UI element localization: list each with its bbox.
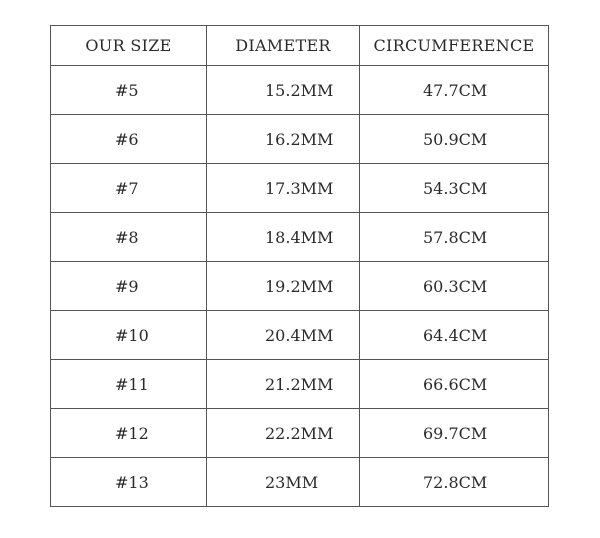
diameter-cell: 23MM (207, 458, 360, 507)
table-body (51, 66, 549, 507)
table-row (51, 311, 549, 360)
table-header (51, 26, 549, 66)
header-our-size: OUR SIZE (51, 26, 207, 66)
size-cell: #6 (51, 115, 207, 164)
diameter-cell: 19.2MM (207, 262, 360, 311)
table-row (51, 115, 549, 164)
size-cell: #13 (51, 458, 207, 507)
table-row (51, 213, 549, 262)
table-row (51, 360, 549, 409)
header-row (51, 26, 549, 66)
table-row (51, 458, 549, 507)
circumference-cell: 50.9CM (360, 115, 549, 164)
table-row (51, 262, 549, 311)
diameter-cell: 21.2MM (207, 360, 360, 409)
table-row (51, 409, 549, 458)
diameter-cell: 15.2MM (207, 66, 360, 115)
circumference-cell: 54.3CM (360, 164, 549, 213)
circumference-cell: 64.4CM (360, 311, 549, 360)
size-cell: #5 (51, 66, 207, 115)
size-cell: #11 (51, 360, 207, 409)
ring-size-table (50, 25, 549, 507)
table-row (51, 66, 549, 115)
circumference-cell: 57.8CM (360, 213, 549, 262)
diameter-cell: 18.4MM (207, 213, 360, 262)
circumference-cell: 47.7CM (360, 66, 549, 115)
diameter-cell: 22.2MM (207, 409, 360, 458)
diameter-cell: 16.2MM (207, 115, 360, 164)
diameter-cell: 17.3MM (207, 164, 360, 213)
size-cell: #9 (51, 262, 207, 311)
circumference-cell: 69.7CM (360, 409, 549, 458)
header-circumference: CIRCUMFERENCE (360, 26, 549, 66)
size-cell: #10 (51, 311, 207, 360)
size-cell: #7 (51, 164, 207, 213)
size-cell: #8 (51, 213, 207, 262)
circumference-cell: 72.8CM (360, 458, 549, 507)
size-cell: #12 (51, 409, 207, 458)
circumference-cell: 66.6CM (360, 360, 549, 409)
header-diameter: DIAMETER (207, 26, 360, 66)
circumference-cell: 60.3CM (360, 262, 549, 311)
table-row (51, 164, 549, 213)
diameter-cell: 20.4MM (207, 311, 360, 360)
